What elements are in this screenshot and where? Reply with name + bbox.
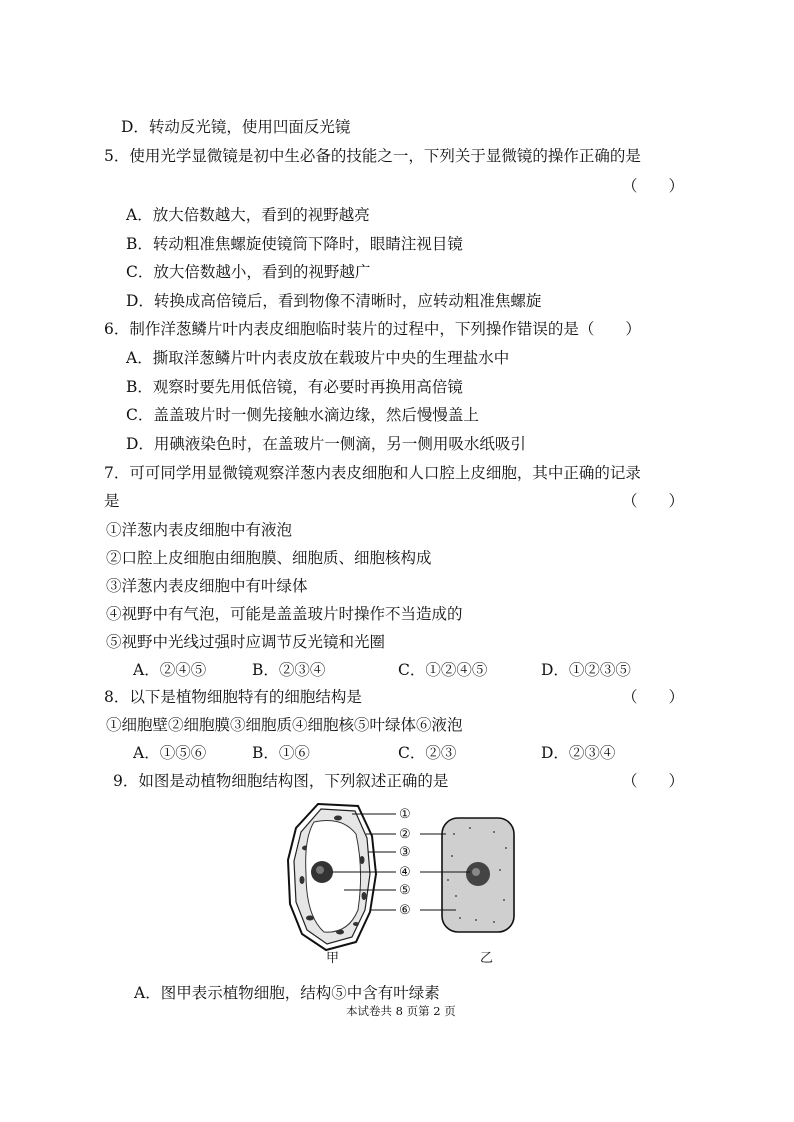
q8-structures: ①细胞壁②细胞膜③细胞质④细胞核⑤叶绿体⑥液泡 — [106, 716, 463, 734]
q7-choice-a: A．②④⑤ — [133, 661, 207, 679]
q9-option-a: A．图甲表示植物细胞，结构⑤中含有叶绿素 — [134, 984, 440, 1002]
q8-choice-c: C．②③ — [398, 744, 457, 762]
animal-cell-caption: 乙 — [480, 951, 494, 966]
q7-stem-cont: 是 — [104, 492, 120, 510]
q5-option-c: C．放大倍数越小，看到的视野越广 — [126, 263, 371, 281]
q5-option-b: B．转动粗准焦螺旋使镜筒下降时，眼睛注视目镜 — [126, 235, 463, 253]
q9-answer-paren[interactable]: （ ） — [622, 772, 685, 790]
q8-stem: 8．以下是植物细胞特有的细胞结构是 — [104, 688, 362, 706]
q7-choice-b: B．②③④ — [252, 661, 326, 679]
q8-answer-paren[interactable]: （ ） — [622, 688, 685, 706]
q7-record-2: ②口腔上皮细胞由细胞膜、细胞质、细胞核构成 — [106, 549, 432, 567]
q7-stem: 7．可可同学用显微镜观察洋葱内表皮细胞和人口腔上皮细胞，其中正确的记录 — [104, 464, 641, 482]
q7-record-1: ①洋葱内表皮细胞中有液泡 — [106, 521, 293, 539]
figure-label-1: ① — [399, 807, 411, 822]
q7-choice-d: D．①②③⑤ — [541, 661, 631, 679]
q6-option-a: A．撕取洋葱鳞片叶内表皮放在载玻片中央的生理盐水中 — [126, 349, 510, 367]
plant-cell-caption: 甲 — [326, 951, 340, 966]
q7-record-3: ③洋葱内表皮细胞中有叶绿体 — [106, 577, 308, 595]
page-footer: 本试卷共 8 页第 2 页 — [346, 1004, 456, 1018]
q5-option-a: A．放大倍数越大，看到的视野越亮 — [126, 206, 370, 224]
q7-choice-c: C．①②④⑤ — [398, 661, 488, 679]
q8-choice-d: D．②③④ — [541, 744, 616, 762]
q6-option-b: B．观察时要先用低倍镜，有必要时再换用高倍镜 — [126, 378, 463, 396]
q9-stem: 9．如图是动植物细胞结构图，下列叙述正确的是 — [113, 772, 449, 790]
figure-label-4: ④ — [399, 865, 411, 880]
q5-option-d: D．转换成高倍镜后，看到物像不清晰时，应转动粗准焦螺旋 — [126, 292, 542, 310]
figure-label-6: ⑥ — [399, 903, 411, 918]
q7-record-5: ⑤视野中光线过强时应调节反光镜和光圈 — [106, 633, 386, 651]
q6-option-c: C．盖盖玻片时一侧先接触水滴边缘，然后慢慢盖上 — [126, 406, 479, 424]
q5-answer-paren[interactable]: （ ） — [622, 177, 685, 195]
q4-option-d: D．转动反光镜，使用凹面反光镜 — [121, 118, 351, 136]
q6-stem: 6．制作洋葱鳞片叶内表皮细胞临时装片的过程中，下列操作错误的是（ ） — [104, 320, 641, 338]
cell-structure-figure — [280, 800, 520, 970]
q8-choice-a: A．①⑤⑥ — [133, 744, 207, 762]
q8-choice-b: B．①⑥ — [252, 744, 310, 762]
figure-label-5: ⑤ — [399, 883, 411, 898]
q5-stem: 5．使用光学显微镜是初中生必备的技能之一，下列关于显微镜的操作正确的是 — [104, 147, 641, 165]
q7-record-4: ④视野中有气泡，可能是盖盖玻片时操作不当造成的 — [106, 605, 463, 623]
q6-option-d: D．用碘液染色时，在盖玻片一侧滴，另一侧用吸水纸吸引 — [126, 435, 526, 453]
figure-label-2: ② — [399, 827, 411, 842]
figure-label-3: ③ — [399, 845, 411, 860]
q7-answer-paren[interactable]: （ ） — [622, 492, 685, 510]
